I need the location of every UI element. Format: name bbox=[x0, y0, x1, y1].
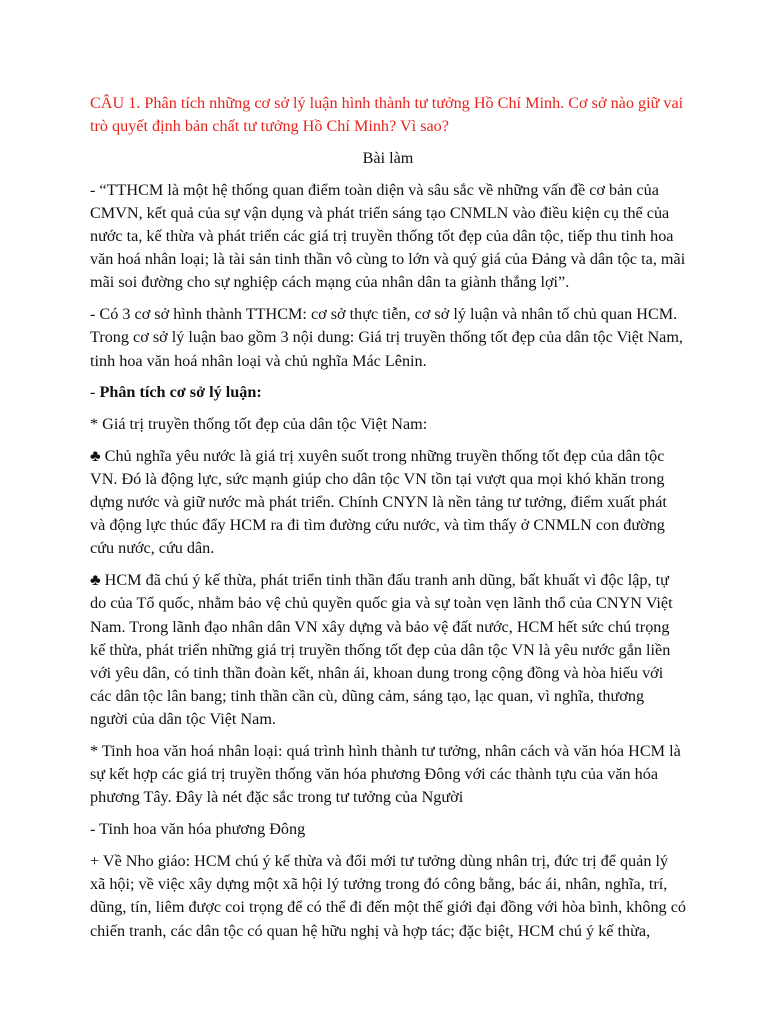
confucianism-paragraph: + Về Nho giáo: HCM chú ý kế thừa và đổi mới tư tưởng dùng nhân trị, đức trị để quản lý xã hội; về việc xây dựng một xã hội lý tưởng trong đó công bằng, bác ái, nhân, nghĩa, trí, dũng, tín, liêm được coi trọng để có thể đi đến một thế giới đại đồng với hòa bình, không có chiến tranh, các dân tộc có quan hệ hữu nghị và hợp tác; đặc biệt, HCM chú ý kế thừa, bbox=[90, 851, 686, 940]
human-culture-paragraph: * Tinh hoa văn hoá nhân loại: quá trình hình thành tư tưởng, nhân cách và văn hóa HCM là sự kết hợp các giá trị truyền thống văn hóa phương Đông với các thành tựu của văn hóa phương Tây. Đây là nét đặc sắc trong tư tưởng của Người bbox=[90, 742, 681, 807]
question-text: CÂU 1. Phân tích những cơ sở lý luận hình thành tư tưởng Hồ Chí Minh. Cơ sở nào giữ vai trò quyết định bản chất tư tưởng Hồ Chí Minh? Vì sao? bbox=[90, 94, 684, 136]
traditional-values-heading: * Giá trị truyền thống tốt đẹp của dân tộc Việt Nam: bbox=[90, 414, 428, 433]
analysis-heading: Phân tích cơ sở lý luận: bbox=[99, 383, 262, 402]
document-title: Bài làm bbox=[362, 148, 414, 167]
document-page bbox=[90, 92, 686, 951]
patriotism-paragraph: ♣ Chủ nghĩa yêu nước là giá trị xuyên suốt trong những truyền thống tốt đẹp của dân tộc VN. Đó là động lực, sức mạnh giúp cho dân tộc VN tồn tại vượt qua mọi khó khăn trong dựng nước và giữ nước mà phát triển. Chính CNYN là nền tảng tư tưởng, điểm xuất phát và động lực thúc đẩy HCM ra đi tìm đường cứu nước, và tìm thấy ở CNMLN con đường cứu nước, cứu dân. bbox=[90, 446, 667, 558]
inheritance-paragraph: ♣ HCM đã chú ý kế thừa, phát triển tinh thần đấu tranh anh dũng, bất khuất vì độc lập, tự do của Tổ quốc, nhằm bảo vệ chủ quyền quốc gia và sự toàn vẹn lãnh thổ của CNYN Việt Nam. Trong lãnh đạo nhân dân VN xây dựng và bảo vệ đất nước, HCM hết sức chú trọng kế thừa, phát triển những giá trị truyền thống tốt đẹp của dân tộc VN là yêu nước gắn liền với yêu dân, có tinh thần đoàn kết, nhân ái, khoan dung trong cộng đồng và hòa hiếu với các dân tộc lân bang; tinh thần cần cù, dũng cảm, sáng tạo, lạc quan, vì nghĩa, thương người của dân tộc Việt Nam. bbox=[90, 571, 673, 729]
eastern-culture-heading: - Tinh hoa văn hóa phương Đông bbox=[90, 820, 306, 839]
analysis-dash: - bbox=[90, 383, 100, 402]
analysis-heading-paragraph bbox=[90, 381, 686, 404]
bases-paragraph: - Có 3 cơ sở hình thành TTHCM: cơ sở thực tiễn, cơ sở lý luận và nhân tố chủ quan HCM. Trong cơ sở lý luận bao gồm 3 nội dung: Giá trị truyền thống tốt đẹp của dân tộc Việt Nam, tinh hoa văn hoá nhân loại và chủ nghĩa Mác Lênin. bbox=[90, 305, 683, 370]
definition-paragraph: - “TTHCM là một hệ thống quan điểm toàn diện và sâu sắc về những vấn đề cơ bản của CMVN, kết quả của sự vận dụng và phát triển sáng tạo CNMLN vào điều kiện cụ thể của nước ta, kế thừa và phát triển các giá trị truyền thống tốt đẹp của dân tộc, tiếp thu tinh hoa văn hoá nhân loại; là tài sản tinh thần vô cùng to lớn và quý giá của Đảng và dân tộc ta, mãi mãi soi đường cho sự nghiệp cách mạng của nhân dân ta giành thắng lợi”. bbox=[90, 180, 686, 292]
